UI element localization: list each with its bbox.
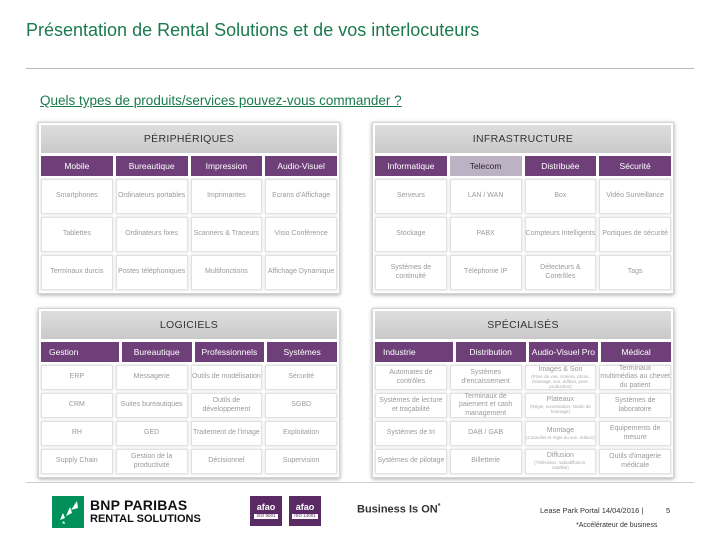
product-cell: Systèmes de continuité	[375, 255, 447, 290]
footnote: *Accélérateur de business	[576, 522, 658, 529]
product-cell: Systèmes de pilotage	[375, 449, 447, 474]
product-cell: RH	[41, 421, 113, 446]
bnp-paribas-logo	[52, 496, 202, 528]
product-cell: Supervision	[265, 449, 337, 474]
product-cell: Terminaux de paiement et cash management	[450, 393, 522, 418]
product-cell: Stockage	[375, 217, 447, 252]
afao-certification-badge: afao ISO 9001	[250, 496, 282, 526]
product-cell: Tags	[599, 255, 671, 290]
product-cell: Postes téléphoniques	[116, 255, 188, 290]
category-distribuee: Distribuée	[525, 156, 597, 176]
product-cell: Exploitation	[265, 421, 337, 446]
panel-infrastructure	[372, 122, 674, 294]
panel-title: SPÉCIALISÉS	[375, 311, 671, 339]
panel-title: INFRASTRUCTURE	[375, 125, 671, 153]
product-cell: CRM	[41, 393, 113, 418]
category-industrie: Industrie	[375, 342, 453, 362]
product-cell: Gestion de la productivité	[116, 449, 188, 474]
category-distribution: Distribution	[456, 342, 526, 362]
product-cell: Systèmes d'encaissement	[450, 365, 522, 390]
category-systemes: Systèmes	[267, 342, 337, 362]
category-mobile: Mobile	[41, 156, 113, 176]
product-cell: Portiques de sécurité	[599, 217, 671, 252]
product-cell: Systèmes de laboratoire	[599, 393, 671, 418]
product-cell: Supply Chain	[41, 449, 113, 474]
category-telecom: Telecom	[450, 156, 522, 176]
product-cell: Vidéo Surveillance	[599, 179, 671, 214]
product-cell: Imprimantes	[191, 179, 263, 214]
product-cell: Billetterie	[450, 449, 522, 474]
product-cell: Montage (Consoles et régie du son, édition)	[525, 421, 597, 446]
product-cell: Suites bureautiques	[116, 393, 188, 418]
product-cell: Diffusion (Télévision, radiodiffusion, satellite)	[525, 449, 597, 474]
category-informatique: Informatique	[375, 156, 447, 176]
product-cell: GED	[116, 421, 188, 446]
afao-certification-badge: afao ISO 14001	[289, 496, 321, 526]
product-cell: ERP	[41, 365, 113, 390]
logo-text-line2: RENTAL SOLUTIONS	[90, 513, 201, 525]
product-cell: Multifonctions	[191, 255, 263, 290]
panel-title: PÉRIPHÉRIQUES	[41, 125, 337, 153]
page-number: 5	[666, 506, 671, 515]
category-bureautique: Bureautique	[122, 342, 192, 362]
product-cell: Plateaux (Régie, sonorisation, studio de tournage)	[525, 393, 597, 418]
product-cell: Systèmes de tri	[375, 421, 447, 446]
category-audio-visuel-pro: Audio-Visuel Pro	[529, 342, 599, 362]
product-cell: Téléphonie IP	[450, 255, 522, 290]
product-cell: Images & Son (Prise de vue, cinéma, photo, éclairage, son, édition, post-production)	[525, 365, 597, 390]
business-tagline: Business Is ON*	[357, 503, 441, 516]
page-title: Présentation de Rental Solutions et de vos interlocuteurs	[26, 20, 480, 40]
product-cell: Terminaux multimédias au chevet du patient	[600, 365, 670, 389]
product-cell: Sécurité	[265, 365, 337, 390]
product-cell: Systèmes de lecture et traçabilité	[375, 393, 447, 418]
category-medical: Médical	[601, 342, 671, 362]
product-cell: SGBD	[265, 393, 337, 418]
stars-logo-icon	[52, 496, 84, 528]
product-cell: Box	[525, 179, 597, 214]
product-cell: Ordinateurs fixes	[116, 217, 188, 252]
product-cell: Outils de modélisation	[191, 365, 263, 390]
product-cell: Affichage Dynamique	[265, 255, 337, 290]
logo-text-line1: BNP PARIBAS	[90, 497, 188, 513]
product-cell: Décisionnel	[191, 449, 263, 474]
product-cell: Outils d'imagerie médicale	[599, 449, 671, 474]
category-bureautique: Bureautique	[116, 156, 188, 176]
product-cell: Smartphones	[41, 179, 113, 214]
product-cell: Détecteurs & Contrôles	[525, 255, 597, 290]
product-cell: PABX	[450, 217, 522, 252]
footer-divider	[26, 482, 694, 483]
category-securite: Sécurité	[599, 156, 671, 176]
category-impression: Impression	[191, 156, 263, 176]
product-cell: Visio Conférence	[265, 217, 337, 252]
product-cell: Equipements de mesure	[599, 421, 671, 446]
product-cell: Serveurs	[375, 179, 447, 214]
product-cell: Automates de contrôles	[375, 365, 447, 390]
product-cell: LAN / WAN	[450, 179, 522, 214]
footer-info: Lease Park Portal 14/04/2016 |	[540, 506, 644, 515]
product-cell: Messagerie	[116, 365, 188, 390]
panel-specialises	[372, 308, 674, 478]
panel-peripheriques	[38, 122, 340, 294]
product-cell: Tablettes	[41, 217, 113, 252]
category-gestion: Gestion	[41, 342, 119, 362]
product-cell: Ecrans d'Affichage	[265, 179, 337, 214]
category-professionnels: Professionnels	[195, 342, 265, 362]
product-cell: Traitement de l'image	[191, 421, 263, 446]
product-cell: Ordinateurs portables	[116, 179, 188, 214]
product-cell: Terminaux durcis	[41, 255, 113, 290]
product-cell: Scanners & Traceurs	[191, 217, 263, 252]
category-audio-visuel: Audio-Visuel	[265, 156, 337, 176]
panel-logiciels	[38, 308, 340, 478]
section-question: Quels types de produits/services pouvez-vous commander ?	[40, 93, 402, 108]
product-cell: DAB / GAB	[450, 421, 522, 446]
panel-title: LOGICIELS	[41, 311, 337, 339]
product-cell: Outils de développement	[191, 393, 263, 418]
product-cell: Compteurs Intelligents	[525, 217, 597, 252]
title-divider	[26, 68, 694, 69]
